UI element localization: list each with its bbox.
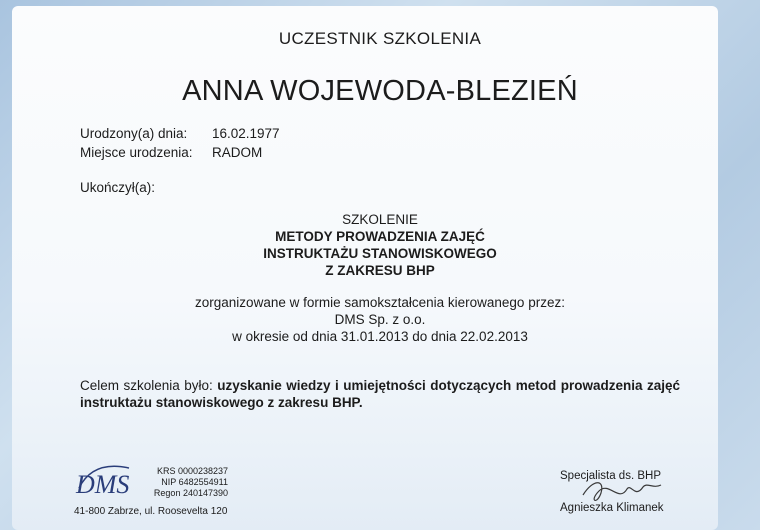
birth-date-label: Urodzony(a) dnia: bbox=[80, 126, 188, 141]
company-address: 41-800 Zabrze, ul. Roosevelta 120 bbox=[74, 506, 228, 517]
signatory-title: Specjalista ds. BHP bbox=[560, 470, 661, 482]
completed-label: Ukończył(a): bbox=[80, 180, 156, 195]
company-nip: NIP 6482554911 bbox=[161, 477, 228, 487]
purpose-text: uzyskanie wiedzy i umiejętności dotyczących metod prowadzenia zajęć instruktażu stanowiskowego z zakresu BHP. bbox=[80, 378, 680, 410]
participant-name: ANNA WOJEWODA-BLEZIEŃ bbox=[182, 75, 578, 107]
birth-place-value: RADOM bbox=[212, 145, 263, 160]
company-krs: KRS 0000238237 bbox=[156, 466, 228, 476]
certificate-header: UCZESTNIK SZKOLENIA bbox=[278, 29, 482, 48]
company-regon: Regon 240147390 bbox=[153, 488, 228, 498]
training-title-line-1: METODY PROWADZENIA ZAJĘĆ bbox=[275, 229, 485, 244]
birth-date-value: 16.02.1977 bbox=[212, 126, 280, 141]
purpose-label: Celem szkolenia było: bbox=[80, 378, 213, 393]
training-purpose bbox=[80, 377, 680, 411]
training-period: w okresie od dnia 31.01.2013 do dnia 22.02.2013 bbox=[232, 329, 528, 344]
birth-place-label: Miejsce urodzenia: bbox=[80, 145, 193, 160]
training-title-line-2: INSTRUKTAŻU STANOWISKOWEGO bbox=[263, 246, 497, 261]
signatory-name: Agnieszka Klimanek bbox=[560, 502, 664, 514]
training-word: SZKOLENIE bbox=[342, 212, 418, 227]
organizer-name: DMS Sp. z o.o. bbox=[334, 312, 426, 327]
dms-logo: DMS bbox=[76, 470, 130, 499]
organized-text: zorganizowane w formie samokształcenia kierowanego przez: bbox=[195, 295, 565, 310]
training-title-line-3: Z ZAKRESU BHP bbox=[325, 263, 435, 278]
